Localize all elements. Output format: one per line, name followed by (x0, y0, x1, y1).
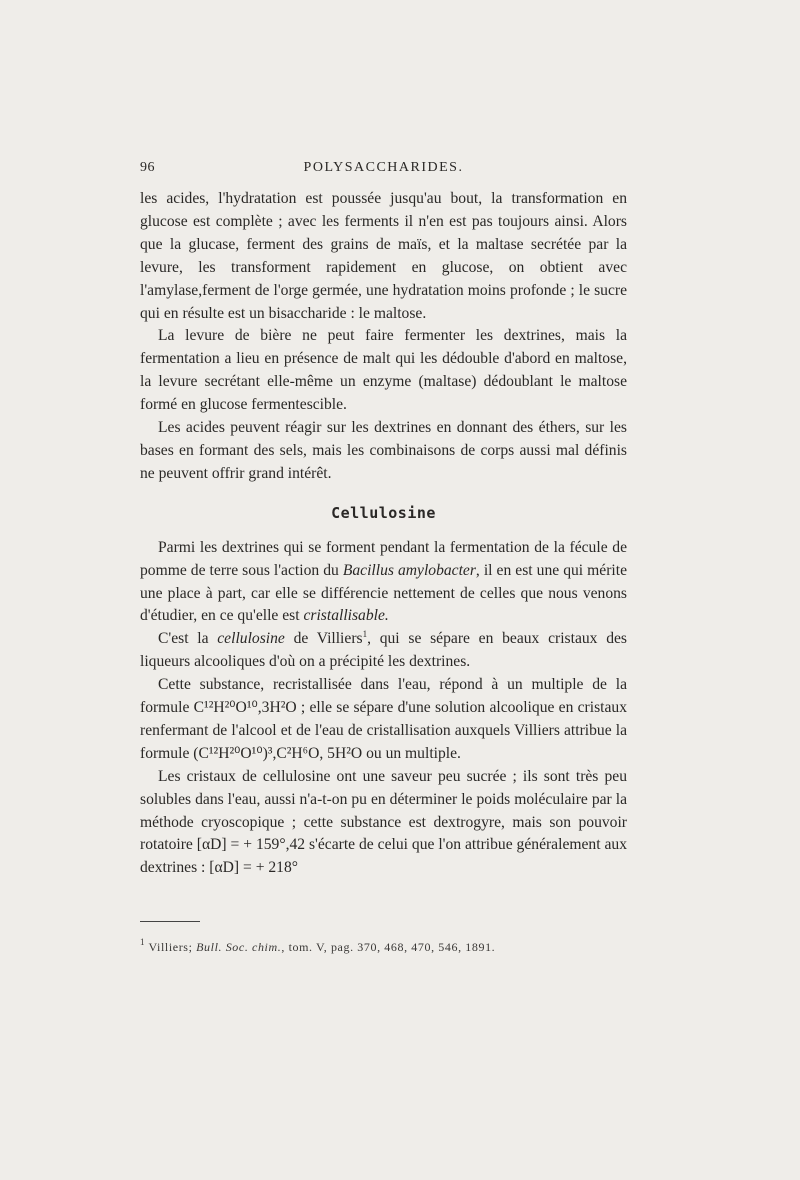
footnote-marker: 1 (140, 937, 146, 947)
journal-title: Bull. Soc. chim. (196, 940, 282, 954)
paragraph-text: Parmi les dextrines qui se forment pendant la fermentation de la fécule de pomme de terre sous l'action du (140, 538, 627, 579)
paragraph-text: , qui se sépare en beaux cristaux des liqueurs alcooliques d'où on a précipité les dextrines. (140, 630, 627, 671)
paragraph-levure: La levure de bière ne peut faire fermenter les dextrines, mais la fermentation a lieu en présence de malt qui les dédouble d'abord en maltose, la levure secrétant elle-même un enzyme (maltase) dédoublant le maltose formé en glucose fermentescible. (140, 327, 627, 414)
paragraph-text: C'est la (158, 630, 218, 648)
paragraph-cristaux: Les cristaux de cellulosine ont une saveur peu sucrée ; ils sont très peu solubles dans l'eau, aussi n'a-t-on pu en déterminer le poids moléculaire par la méthode cryoscopique ; cette substance est dextrogyre, mais son pouvoir rotatoire [αD] = + 159°,42 s'écarte de celui que l'on attribue généralement aux dextrines : [αD] = + 218° (140, 767, 627, 877)
body-text (140, 188, 627, 880)
paragraph-cellulosine (140, 628, 627, 674)
section-title: Cellulosine (331, 503, 436, 522)
page-number: 96 (140, 160, 155, 175)
paragraph-text: , il en est une qui mérite une place à part, car elle se différencie nettement de celles que nous venons d'étudier, en ce qu'elle est (140, 561, 628, 625)
page-header (140, 160, 627, 184)
footnote-text: , tom. V, pag. 370, 468, 470, 546, 1891. (281, 940, 496, 954)
emphasis-text: cristallisable. (303, 607, 389, 625)
term-cellulosine: cellulosine (217, 630, 285, 648)
species-name: Bacillus amylobacter (342, 561, 476, 579)
paragraph-dextrines (140, 537, 627, 629)
footnote-text: Villiers; (145, 940, 197, 954)
paragraph-continued: les acides, l'hydratation est poussée jusqu'au bout, la transformation en glucose est complète ; avec les ferments il n'en est pas toujours ainsi. Alors que la glucase, ferment des grains de maïs, et la maltase secrétée par la levure, les transforment rapidement en glucose, on obtient avec l'amylase,ferment de l'orge germée, une hydratation moins profonde ; le sucre qui en résulte est un bisaccharide : le maltose. (140, 190, 627, 322)
running-title: POLYSACCHARIDES. (303, 160, 464, 175)
paragraph-formule: Cette substance, recristallisée dans l'eau, répond à un multiple de la formule C¹²H²⁰O¹⁰,3H²O ; elle se sépare d'une solution alcoolique en cristaux renfermant de l'alcool et de l'eau de cristallisation auxquels Villiers attribue la formule (C¹²H²⁰O¹⁰)³,C²H⁶O, 5H²O ou un multiple. (140, 676, 627, 762)
footnote-ref[interactable]: 1 (362, 629, 368, 640)
paragraph-acides: Les acides peuvent réagir sur les dextrines en donnant des éthers, sur les bases en formant des sels, mais les combinaisons de corps aussi mal définis ne peuvent offrir grand intérêt. (140, 419, 627, 482)
footnote (140, 937, 627, 955)
footnote-divider (140, 921, 200, 922)
paragraph-text: de Villiers (284, 630, 363, 648)
